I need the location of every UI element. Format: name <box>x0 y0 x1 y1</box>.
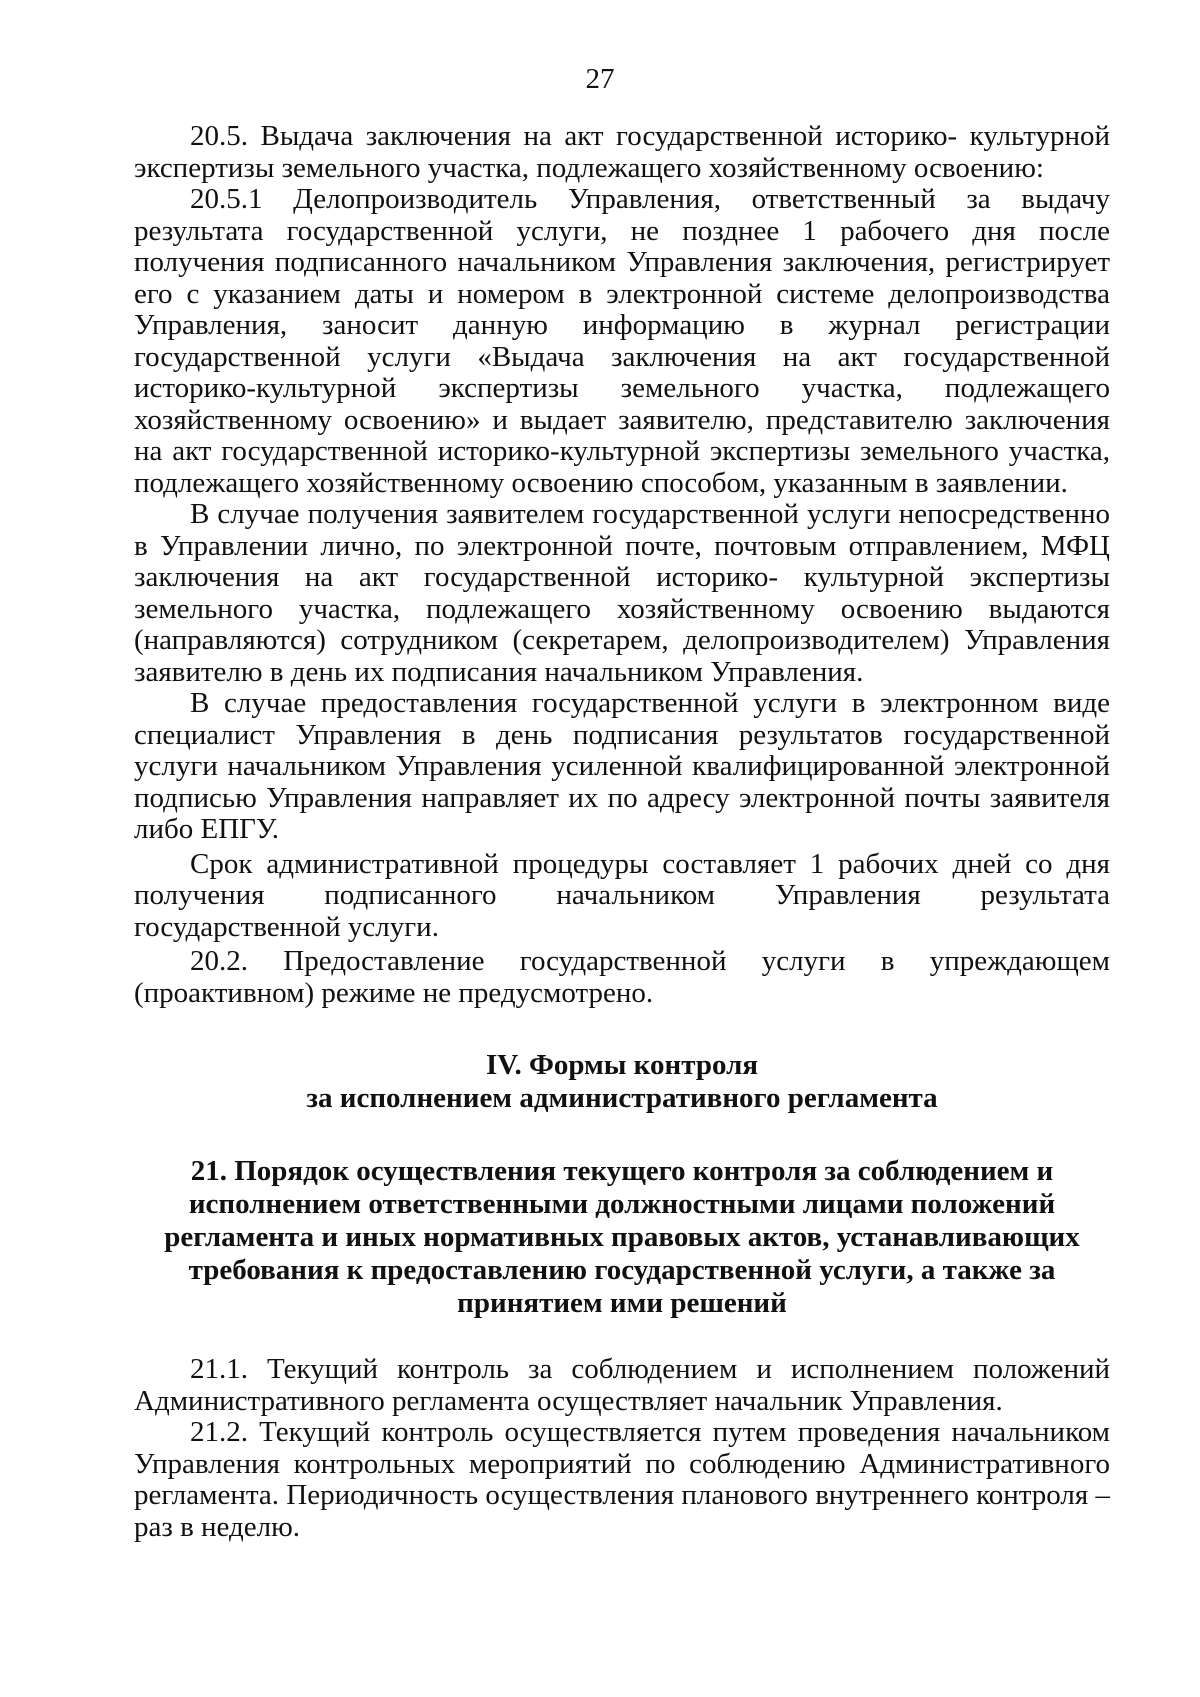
paragraph-20-5: 20.5. Выдача заключения на акт государственной историко- культурной экспертизы земельного участка, подлежащего хозяйственному освоению: <box>134 120 1110 184</box>
document-body <box>134 121 1110 1543</box>
subsection-heading-line: принятием ими решений <box>457 1287 787 1319</box>
subsection-heading-21 <box>134 1155 1110 1320</box>
paragraph-20-2: 20.2. Предоставление государственной услуги в упреждающем (проактивном) режиме не предусмотрено. <box>134 945 1110 1009</box>
subsection-heading-line: исполнением ответственными должностными лицами положений <box>188 1188 1056 1220</box>
paragraph-21-2: 21.2. Текущий контроль осуществляется путем проведения начальником Управления контрольных мероприятий по соблюдению Административного регламента. Периодичность осуществления планового внутреннего контроля – раз в неделю. <box>134 1416 1110 1543</box>
paragraph-procedure-term: Срок административной процедуры составляет 1 рабочих дней со дня получения подписанного начальником Управления результата государственной услуги. <box>134 847 1110 943</box>
paragraph-issuance-in-person: В случае получения заявителем государственной услуги непосредственно в Управлении лично, по электронной почте, почтовым отправлением, МФЦ заключения на акт государственной историко- культурной экспертизы земельного участка, подлежащего хозяйственному освоению выдаются (направляются) сотрудником (секретарем, делопроизводителем) Управления заявителю в день их подписания начальником Управления. <box>134 498 1110 688</box>
section-heading-iv <box>134 1049 1110 1115</box>
section-heading-line: IV. Формы контроля <box>485 1049 759 1081</box>
paragraph-21-1: 21.1. Текущий контроль за соблюдением и исполнением положений Административного регламента осуществляет начальник Управления. <box>134 1353 1110 1417</box>
paragraph-electronic-issuance: В случае предоставления государственной услуги в электронном виде специалист Управления в день подписания результатов государственной услуги начальником Управления усиленной квалифицированной электронной подписью Управления направляет их по адресу электронной почты заявителя либо ЕПГУ. <box>134 687 1110 845</box>
subsection-heading-line: требования к предоставлению государственной услуги, а также за <box>188 1254 1056 1286</box>
section-heading-line: за исполнением административного регламента <box>306 1082 938 1114</box>
paragraph-20-5-1: 20.5.1 Делопроизводитель Управления, ответственный за выдачу результата государственной услуги, не позднее 1 рабочего дня после получения подписанного начальником Управления заключения, регистрирует его с указанием даты и номером в электронной системе делопроизводства Управления, заносит данную информацию в журнал регистрации государственной услуги «Выдача заключения на акт государственной историко-культурной экспертизы земельного участка, подлежащего хозяйственному освоению» и выдает заявителю, представителю заключения на акт государственной историко-культурной экспертизы земельного участка, подлежащего хозяйственному освоению способом, указанным в заявлении. <box>134 183 1110 499</box>
subsection-heading-line: регламента и иных нормативных правовых актов, устанавливающих <box>164 1221 1080 1253</box>
page-number: 27 <box>585 63 615 95</box>
subsection-heading-line: 21. Порядок осуществления текущего контроля за соблюдением и <box>190 1155 1054 1187</box>
